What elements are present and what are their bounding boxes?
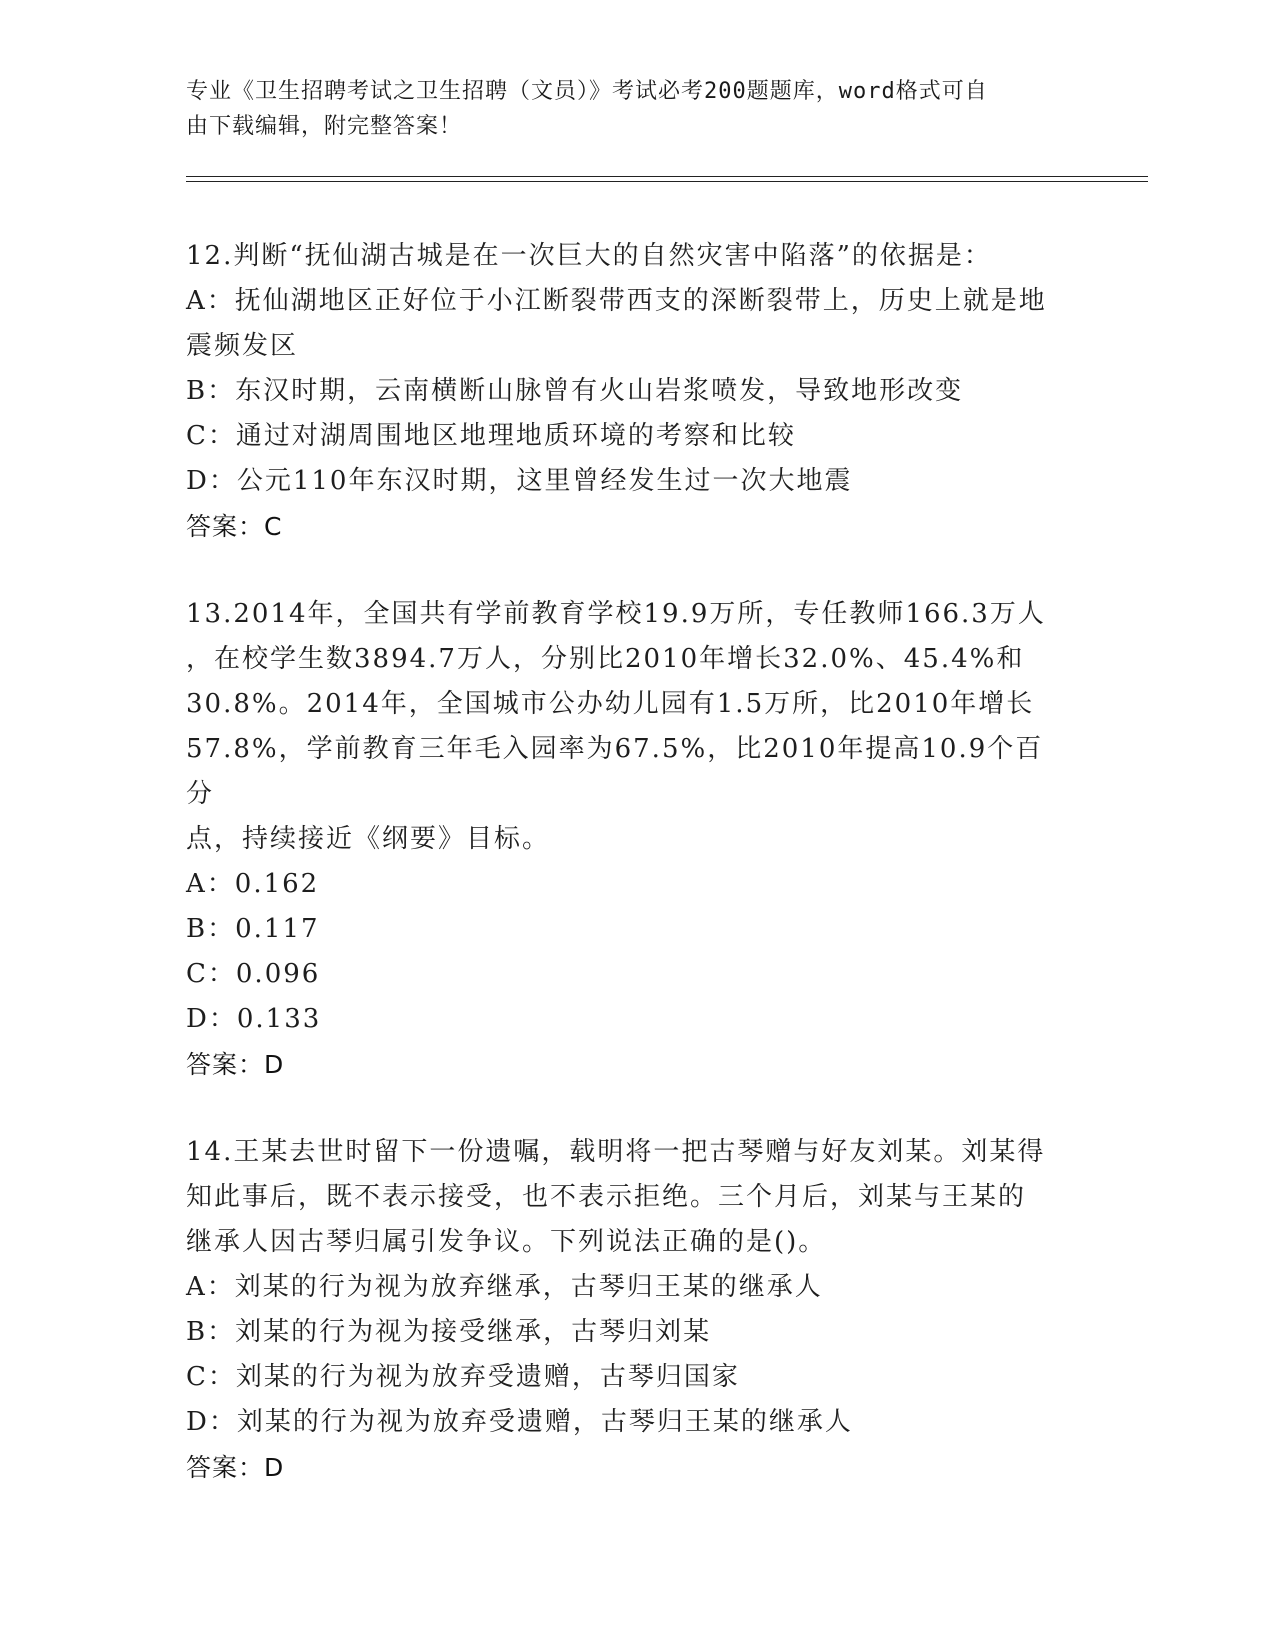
header-line-2: 由下载编辑，附完整答案！ (186, 114, 463, 139)
option-b: B：东汉时期，云南横断山脉曾有火山岩浆喷发，导致地形改变 (186, 376, 964, 406)
question-stem: 12.判断“抚仙湖古城是在一次巨大的自然灾害中陷落”的依据是： (186, 241, 992, 271)
answer-label: 答案：D (186, 1453, 285, 1482)
question-stem-line: 57.8%，学前教育三年毛入园率为67.5%，比2010年提高10.9个百分 (186, 734, 1044, 809)
question-stem-line: 点，持续接近《纲要》目标。 (186, 824, 551, 854)
answer-label: 答案：D (186, 1050, 285, 1079)
option-d: D：刘某的行为视为放弃受遗赠，古琴归王某的继承人 (186, 1407, 853, 1437)
question-stem-line: 30.8%。2014年，全国城市公办幼儿园有1.5万所，比2010年增长 (186, 689, 1035, 719)
header-line-1: 专业《卫生招聘考试之卫生招聘（文员）》考试必考200题题库，word格式可自 (186, 79, 988, 104)
question-stem-line: ，在校学生数3894.7万人，分别比2010年增长32.0%、45.4%和 (186, 644, 1025, 674)
option-c: C：通过对湖周围地区地理地质环境的考察和比较 (186, 421, 796, 451)
question-stem-line: 知此事后，既不表示接受，也不表示拒绝。三个月后，刘某与王某的 (186, 1182, 1027, 1212)
option-b: B：0.117 (186, 914, 320, 944)
page-header (186, 74, 1066, 144)
question-stem: 14.王某去世时留下一份遗嘱，载明将一把古琴赠与好友刘某。刘某得 (186, 1137, 1046, 1167)
option-a-continued: 震频发区 (186, 331, 299, 361)
option-a: A：0.162 (186, 869, 320, 899)
question-13 (186, 592, 1066, 1087)
question-12 (186, 234, 1066, 549)
option-d: D：公元110年东汉时期，这里曾经发生过一次大地震 (186, 466, 853, 496)
question-list (186, 234, 1066, 1533)
question-stem: 13.2014年，全国共有学前教育学校19.9万所，专任教师166.3万人 (186, 599, 1046, 629)
option-a: A：抚仙湖地区正好位于小江断裂带西支的深断裂带上，历史上就是地 (186, 286, 1047, 316)
option-d: D：0.133 (186, 1004, 322, 1034)
question-stem-line: 继承人因古琴归属引发争议。下列说法正确的是()。 (186, 1227, 827, 1257)
option-c: C：刘某的行为视为放弃受遗赠，古琴归国家 (186, 1362, 740, 1392)
answer-label: 答案：C (186, 512, 283, 541)
header-divider (186, 176, 1148, 182)
question-14 (186, 1130, 1066, 1490)
option-a: A：刘某的行为视为放弃继承，古琴归王某的继承人 (186, 1272, 823, 1302)
option-c: C：0.096 (186, 959, 321, 989)
option-b: B：刘某的行为视为接受继承，古琴归刘某 (186, 1317, 712, 1347)
